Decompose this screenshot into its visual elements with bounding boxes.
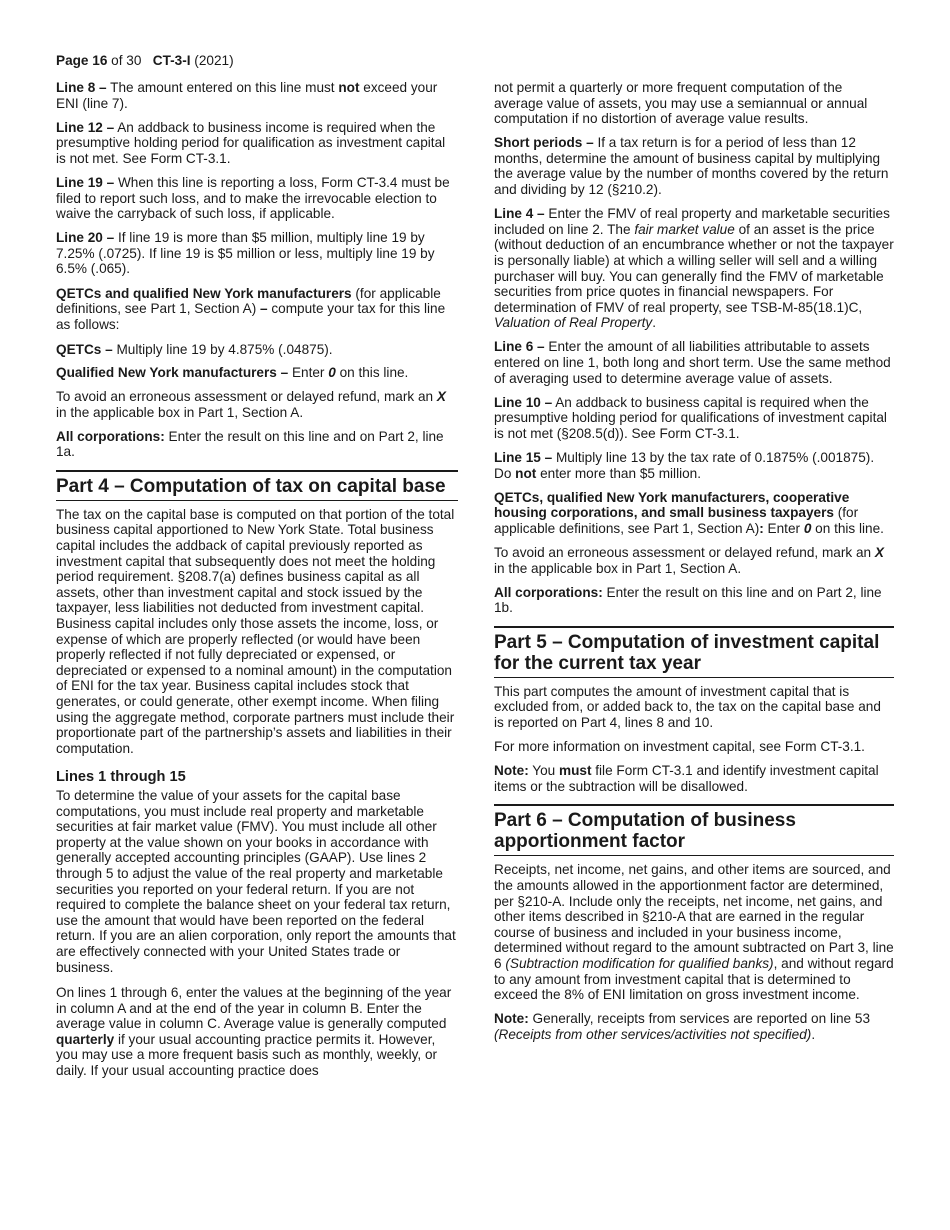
lines1-15-body: To determine the value of your assets for the capital base computations, you must include real property and marketable securities at fair market value (FMV). You must include all other property at the value shown on your books in accordance with generally accepted accounting principles (GAAP). Use lines 2 through 5 to adjust the value of the real property and marketable securities you reported on your federal return. If you are not required to complete the balance sheet on your federal tax return, use the amount that would have been reported on the federal return. If you are an alien corporation, only report the amounts that are effectively connected with your United States trade or business.	[56, 787, 456, 975]
page-header	[56, 53, 234, 69]
short-periods-instruction: Short periods – If a tax return is for a period of less than 12 months, determine the amount of business capital by multiplying the average value by the number of months covered by the return and dividing by 12 (§210.2).	[494, 135, 889, 198]
lines1-15-heading: Lines 1 through 15	[56, 769, 186, 786]
line6-instruction: Line 6 – Enter the amount of all liabilities attributable to assets entered on line 1, both long and short term. Use the same method of averaging used to determine average value of assets.	[494, 339, 891, 386]
line12-instruction: Line 12 – An addback to business income is required when the presumptive holding period for qualification as investment capital is not met. See Form CT-3.1.	[56, 119, 446, 166]
part4-body: The tax on the capital base is computed on that portion of the total business capital apportioned to New York State. Total business capital includes the addback of capital previously reported as investment capital that subsequently does not meet the holding period requirement. §208.7(a) defines business capital as all assets, other than investment capital and stock issued by the taxpayer, less liabilities not deducted from investment capital. Business capital includes only those assets the income, loss, or expense of which are properly reflected (or would have been properly reflected if not fully depreciated or expensed, or depreciated or expensed to a nominal amount) in the computation of ENI for the tax year. Business capital includes stock that generates, or could generate, other exempt income. When filing using the aggregate method, corporate partners must include their proportionate part of the partnership’s assets and liabilities in their computation.	[56, 506, 455, 756]
line15-instruction: Line 15 – Multiply line 13 by the tax rate of 0.1875% (.001875). Do not enter more than $5 million.	[494, 449, 875, 481]
line8-instruction: Line 8 – The amount entered on this line must not exceed your ENI (line 7).	[56, 80, 438, 111]
line10-instruction: Line 10 – An addback to business capital is required when the presumptive holding period for qualifications of investment capital is not met (§208.5(d)). See Form CT-3.1.	[494, 394, 887, 441]
qetc-cooperative-instruction: QETCs, qualified New York manufacturers, cooperative housing corporations, and small business taxpayers (for applicable definitions, see Part 1, Section A): Enter 0 on this line.	[494, 489, 884, 536]
part6-body: Receipts, net income, net gains, and other items are sourced, and the amounts allowed in the apportionment factor are determined, per §210-A. Include only the receipts, net income, net gains, and other items described in §210-A that are earned in the regular course of business and included in your business income, determined without regard to the amount subtracted on Part 3, line 6 (Subtraction modification for qualified banks), and without regard to any amount from investment capital that is determined to exceed the 8% of ENI limitation on gross investment income.	[494, 862, 894, 1003]
qetcs-instruction: QETCs – Multiply line 19 by 4.875% (.04875).	[56, 342, 333, 358]
part5-reference: For more information on investment capital, see Form CT-3.1.	[494, 739, 865, 755]
avoid-assessment-note: To avoid an erroneous assessment or delayed refund, mark an X in the applicable box in Part 1, Section A.	[56, 389, 446, 420]
averaging-continuation: not permit a quarterly or more frequent computation of the average value of assets, you may use a semiannual or annual computation if no distortion of average value results.	[494, 80, 868, 127]
all-corporations-note-2: All corporations: Enter the result on this line and on Part 2, line 1b.	[494, 584, 882, 616]
lines1-6-body: On lines 1 through 6, enter the values at the beginning of the year in column A and at the end of the year in column B. Enter the average value in column C. Average value is generally computed quarterly if your usual accounting practice permits it. However, you may use a more frequent basis such as monthly, weekly, or daily. If your usual accounting practice does	[56, 985, 452, 1079]
part5-note: Note: You must file Form CT-3.1 and identify investment capital items or the subtraction will be disallowed.	[494, 763, 879, 794]
line19-instruction: Line 19 – When this line is reporting a loss, Form CT-3.4 must be filed to report such loss, and to make the irrevocable election to waive the carryback of such loss, if applicable.	[56, 174, 450, 222]
avoid-assessment-note-2: To avoid an erroneous assessment or delayed refund, mark an X in the applicable box in Part 1, Section A.	[494, 544, 884, 576]
part5-body: This part computes the amount of investment capital that is excluded from, or added back to, the tax on the capital base and is reported on Part 4, lines 8 and 10.	[494, 683, 881, 730]
form-number: CT-3-I	[152, 53, 191, 68]
qetc-intro: QETCs and qualified New York manufacturers (for applicable definitions, see Part 1, Section A) – compute your tax for this line as follows:	[56, 285, 446, 332]
left-column	[56, 80, 458, 1087]
form-year: (2021)	[194, 53, 234, 68]
page-total: of 30	[111, 53, 142, 68]
line4-instruction: Line 4 – Enter the FMV of real property and marketable securities included on line 2. The fair market value of an asset is the price (without deduction of an encumbrance whether or not the taxpayer is personally liable) at which a willing seller will sell and a willing purchaser will buy. You can generally find the FMV of marketable securities from price quotes in financial newspapers. For determination of FMV of real property, see TSB-M-85(18.1)C, Valuation of Real Property.	[494, 206, 894, 331]
part5-heading: Part 5 – Computation of investment capital for the current tax year	[494, 626, 894, 678]
line20-instruction: Line 20 – If line 19 is more than $5 million, multiply line 19 by 7.25% (.0725). If line 19 is $5 million or less, multiply line 19 by 6.5% (.065).	[56, 230, 435, 277]
part6-heading: Part 6 – Computation of business apportionment factor	[494, 804, 894, 856]
all-corporations-note: All corporations: Enter the result on this line and on Part 2, line 1a.	[56, 428, 444, 460]
page-number: Page 16	[56, 53, 108, 68]
part4-heading: Part 4 – Computation of tax on capital base	[56, 470, 458, 501]
part6-note: Note: Generally, receipts from services are reported on line 53 (Receipts from other services/activities not specified).	[494, 1011, 871, 1042]
qnym-instruction: Qualified New York manufacturers – Enter 0 on this line.	[56, 364, 409, 380]
right-column	[494, 80, 894, 1051]
